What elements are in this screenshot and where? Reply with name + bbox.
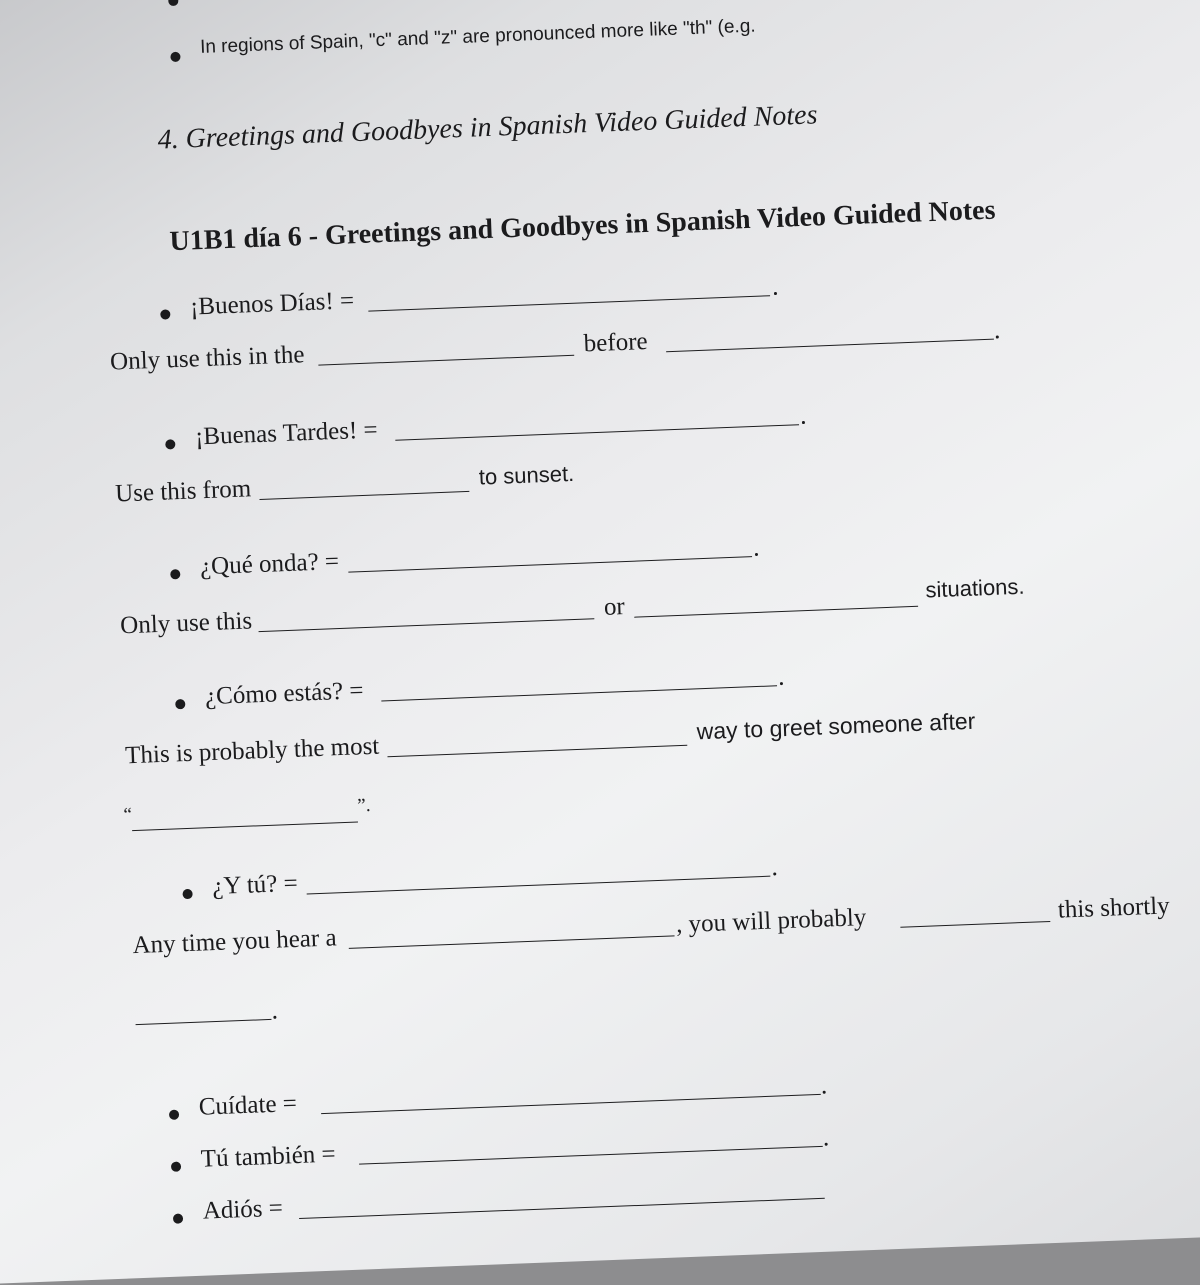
answer-blank[interactable] [368, 295, 770, 311]
answer-blank[interactable] [349, 935, 675, 949]
answer-blank[interactable] [299, 1198, 825, 1219]
term-tu-tambien: Tú también = [200, 1140, 337, 1173]
note-buenos-dias-2: before [583, 327, 649, 358]
close-quote: ”. [356, 794, 371, 817]
answer-blank[interactable] [666, 339, 994, 353]
answer-blank[interactable] [348, 556, 752, 573]
period [773, 872, 776, 875]
answer-blank[interactable] [259, 618, 595, 632]
answer-blank[interactable] [318, 355, 574, 366]
period [825, 1143, 828, 1146]
note-que-onda-1: Only use this [119, 607, 253, 640]
section-heading: 4. Greetings and Goodbyes in Spanish Video Guided Notes [157, 99, 819, 156]
note-y-tu-1: Any time you hear a [132, 924, 338, 960]
worksheet-title: U1B1 día 6 - Greetings and Goodbyes in Spanish Video Guided Notes [168, 194, 996, 258]
note-como-estas-2: way to greet someone after [696, 707, 976, 745]
term-adios: Adiós = [202, 1194, 284, 1225]
bullet-dot [170, 569, 180, 579]
term-buenos-dias: ¡Buenos Días! = [189, 287, 355, 321]
term-buenas-tardes: ¡Buenas Tardes! = [194, 416, 379, 451]
bullet-dot [171, 1161, 181, 1171]
answer-blank[interactable] [321, 1094, 821, 1114]
bullet-dot [169, 1110, 179, 1120]
answer-blank[interactable] [381, 685, 777, 701]
note-buenos-dias-1: Only use this in the [109, 341, 305, 376]
answer-blank[interactable] [136, 1019, 272, 1025]
bullet-dot [182, 889, 192, 899]
bullet-dot [175, 699, 185, 709]
period [780, 682, 783, 685]
note-que-onda-2: or [603, 593, 626, 621]
period [273, 1016, 276, 1019]
term-como-estas: ¿Cómo estás? = [204, 677, 364, 711]
note-y-tu-2: , you will probably [675, 904, 867, 939]
note-buenas-tardes-1: Use this from [114, 475, 252, 508]
bullet-dot [170, 52, 180, 62]
answer-blank[interactable] [900, 921, 1050, 928]
open-quote: “ [123, 804, 133, 826]
answer-blank[interactable] [395, 424, 799, 441]
answer-blank[interactable] [307, 876, 771, 895]
bullet-dot [165, 439, 175, 449]
note-buenas-tardes-2: to sunset. [478, 460, 575, 490]
bullet-dot [160, 309, 170, 319]
period [774, 292, 777, 295]
note-que-onda-3: situations. [924, 573, 1025, 603]
period [823, 1091, 826, 1094]
term-que-onda: ¿Qué onda? = [199, 547, 340, 581]
answer-blank[interactable] [132, 821, 358, 831]
bullet-dot [173, 1213, 183, 1223]
top-bullet-2: In regions of Spain, "c" and "z" are pronounced more like "th" (e.g. [199, 15, 756, 58]
answer-blank[interactable] [387, 745, 687, 758]
bullet-dot [168, 0, 178, 6]
period [996, 335, 999, 338]
note-como-estas-1: This is probably the most [124, 732, 380, 770]
period [802, 421, 805, 424]
term-y-tu: ¿Y tú? = [211, 869, 299, 901]
period [755, 553, 758, 556]
answer-blank[interactable] [259, 491, 469, 500]
top-bullet-1 [197, 0, 350, 1]
answer-blank[interactable] [359, 1146, 823, 1165]
note-y-tu-3: this shortly [1057, 892, 1171, 924]
answer-blank[interactable] [634, 606, 918, 618]
term-cuidate: Cuídate = [198, 1090, 298, 1121]
